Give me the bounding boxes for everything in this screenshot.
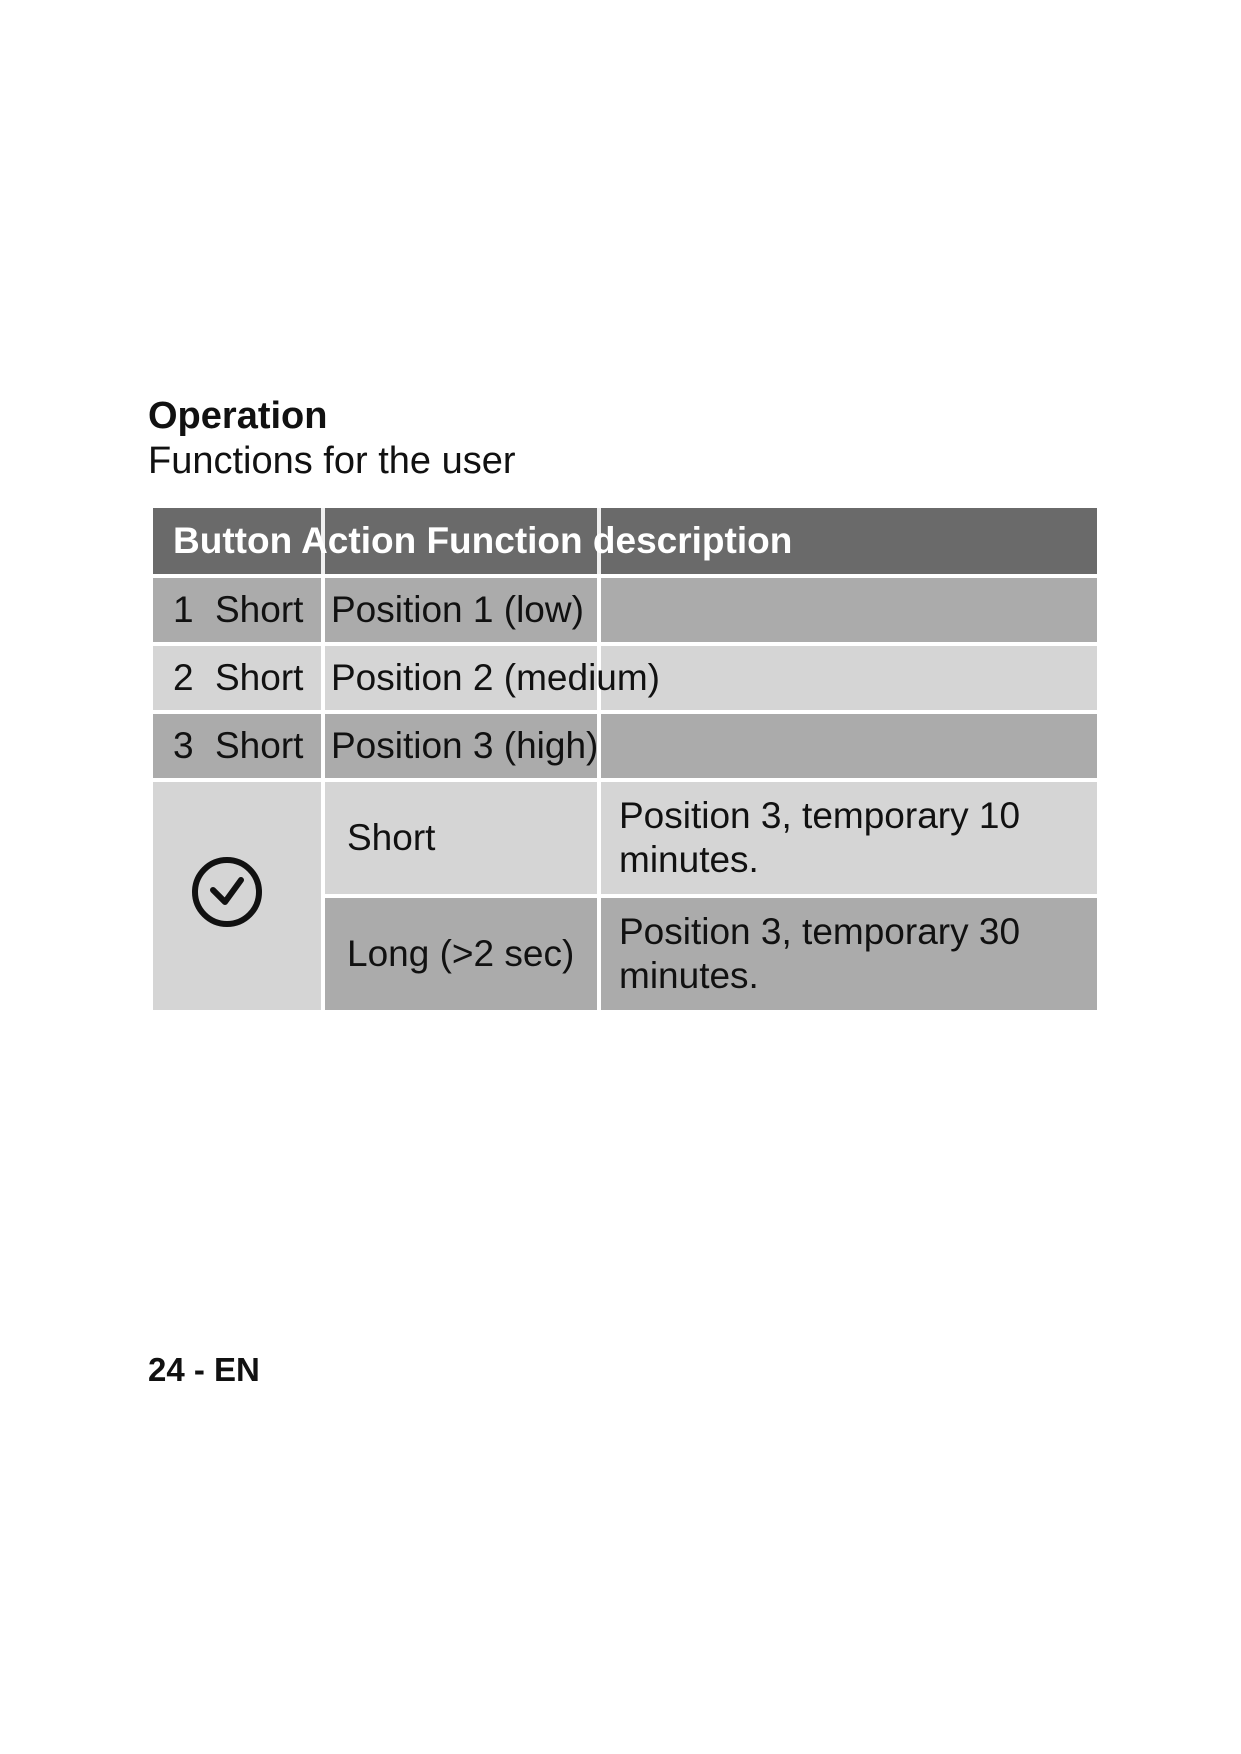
button-action-cell [151, 576, 323, 644]
action-label: Short [347, 817, 436, 858]
section-subtitle: Functions for the user [148, 440, 516, 482]
clock-icon [189, 854, 265, 930]
description-text: Position 3, temporary 30 minutes. [619, 911, 1021, 996]
table-header-text: Button Action Function description [173, 520, 793, 561]
function-cell [323, 712, 599, 780]
description-cell [599, 644, 1099, 712]
action-label: Long (>2 sec) [347, 933, 575, 974]
table-row [151, 644, 1099, 712]
function-label: Position 1 (low) [331, 589, 584, 630]
description-cell [599, 712, 1099, 780]
function-cell [323, 576, 599, 644]
button-action-cell [151, 644, 323, 712]
table-row [151, 576, 1099, 644]
function-cell [323, 644, 661, 712]
function-label: Position 2 (medium) [331, 657, 661, 698]
description-text: Position 3, temporary 10 minutes. [619, 795, 1021, 880]
function-label: Position 3 (high) [331, 725, 599, 766]
description-cell [599, 780, 1099, 896]
timer-button-cell [151, 780, 323, 1012]
action-cell [323, 896, 599, 1012]
table-row [151, 780, 1099, 896]
action-label: Short [215, 589, 304, 630]
action-label: Short [215, 657, 304, 698]
page-number: 24 - EN [148, 1351, 260, 1388]
action-label: Short [215, 725, 304, 766]
description-cell [599, 896, 1099, 1012]
button-action-cell [151, 712, 323, 780]
button-number: 2 [173, 657, 194, 698]
action-cell [323, 780, 599, 896]
button-number: 3 [173, 725, 194, 766]
table-row [151, 712, 1099, 780]
button-number: 1 [173, 589, 194, 630]
table-header [151, 506, 1099, 576]
functions-table [149, 504, 1101, 1014]
table-header-row [151, 506, 1099, 576]
section-title: Operation [148, 395, 328, 437]
description-cell [599, 576, 1099, 644]
